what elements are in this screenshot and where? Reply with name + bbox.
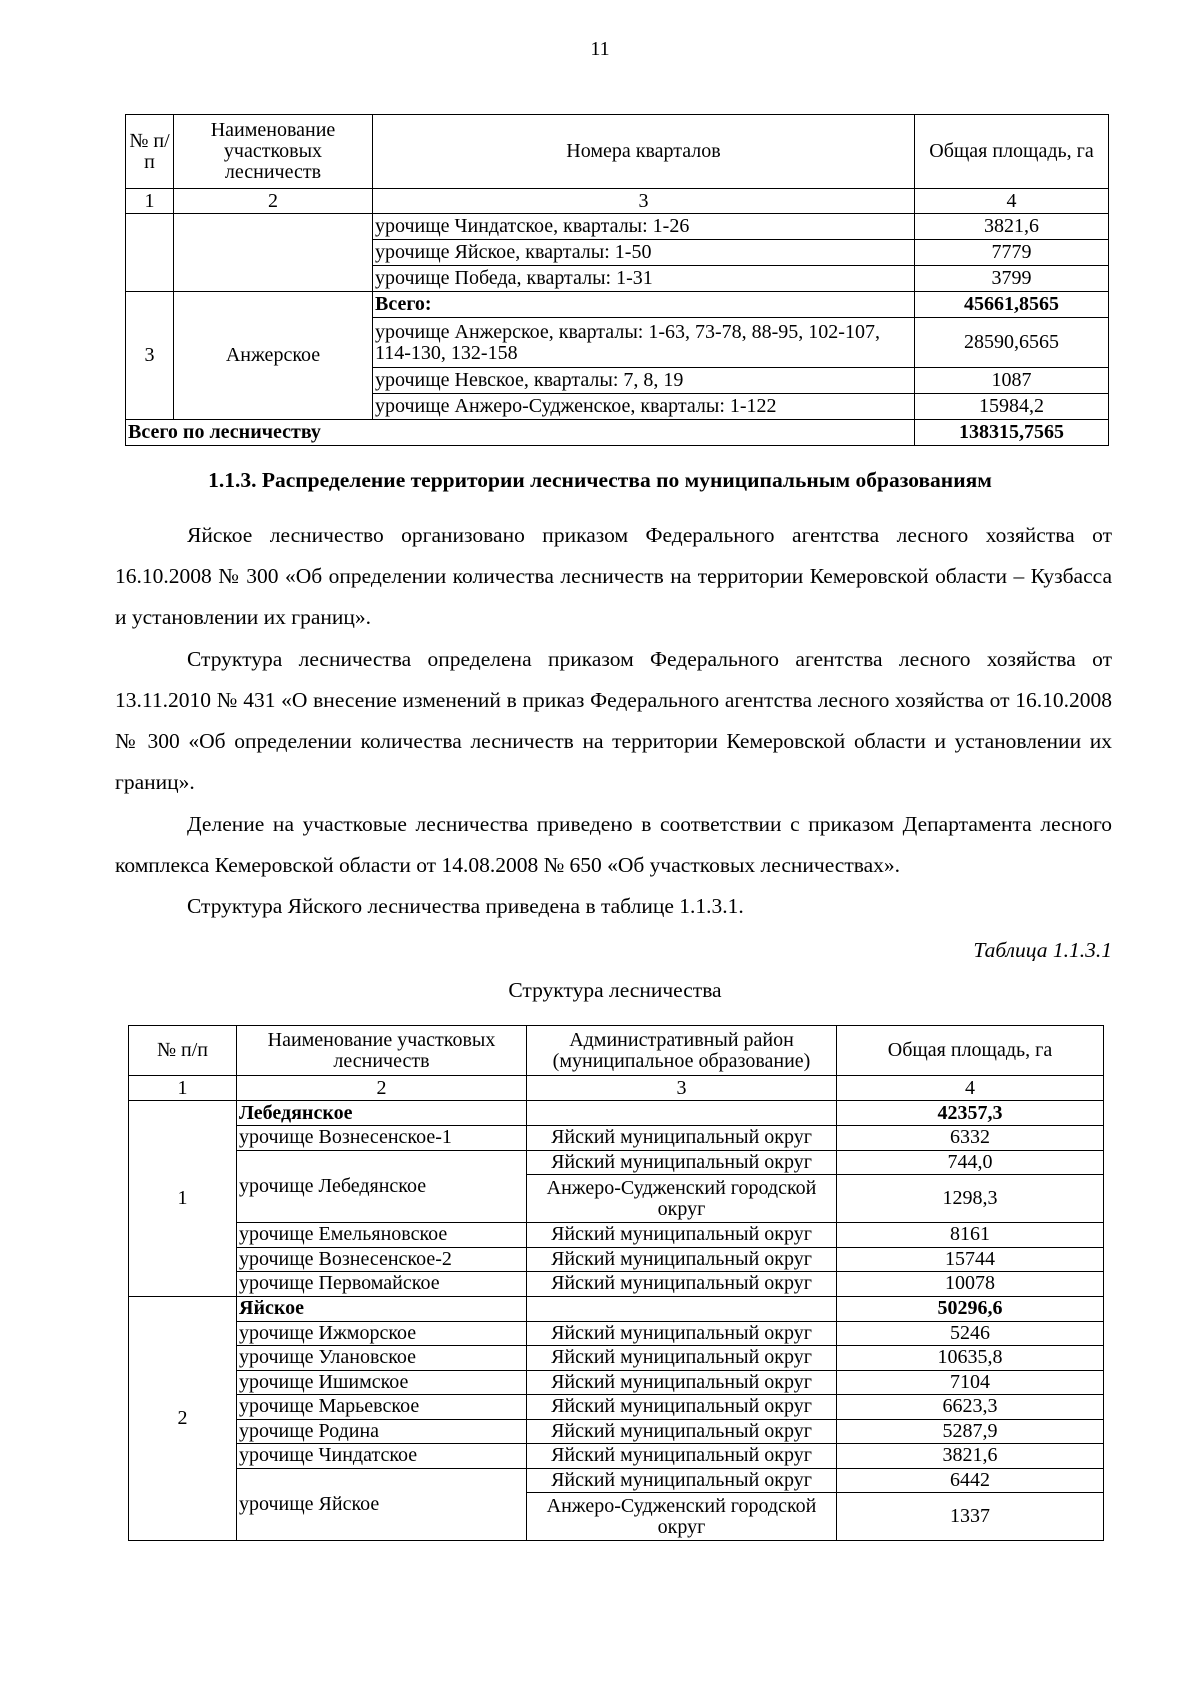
group-title: Яйское	[237, 1296, 527, 1321]
district-cell: Яйский муниципальный округ	[527, 1247, 837, 1272]
group-district-cell	[527, 1296, 837, 1321]
tract-name: урочище Улановское	[237, 1346, 527, 1371]
row-num-cell: 3	[126, 292, 174, 420]
area-cell: 1298,3	[837, 1175, 1104, 1223]
table-number-label: Таблица 1.1.3.1	[973, 938, 1112, 962]
header-num: № п/п	[126, 115, 174, 189]
page-number: 11	[590, 38, 610, 60]
total-row	[126, 420, 1109, 446]
group-total: 50296,6	[837, 1296, 1104, 1321]
area-cell: 3799	[915, 266, 1109, 292]
row-name-cell	[174, 214, 373, 292]
colnum-2: 2	[174, 189, 373, 214]
colnum-2: 2	[237, 1076, 527, 1101]
district-cell: Анжеро-Судженский городской округ	[527, 1175, 837, 1223]
district-cell: Яйский муниципальный округ	[527, 1223, 837, 1248]
table-row	[129, 1126, 1104, 1151]
row-num-cell	[126, 214, 174, 292]
area-cell: 6332	[837, 1126, 1104, 1151]
area-cell: 7104	[837, 1370, 1104, 1395]
header-area: Общая площадь, га	[837, 1026, 1104, 1076]
header-district: Административный район (муниципальное образование)	[527, 1026, 837, 1076]
paragraph-text: Структура лесничества определена приказом Федерального агентства лесного хозяйства от 13.11.2010 № 431 «О внесение изменений в приказ Федерального агентства лесного хозяйства от 16.10.2008 № 300 «Об определении количества лесничеств на территории Кемеровской области и установлении их границ».	[115, 647, 1112, 794]
group-number: 2	[129, 1296, 237, 1541]
subtotal-label: Всего:	[373, 292, 915, 318]
area-cell: 28590,6565	[915, 318, 1109, 368]
district-cell: Анжеро-Судженский городской округ	[527, 1493, 837, 1541]
forestry-quarters-table	[125, 114, 1109, 446]
table-row	[126, 292, 1109, 318]
area-cell: 7779	[915, 240, 1109, 266]
section-heading: 1.1.3. Распределение территории лесничества по муниципальным образованиям	[208, 468, 992, 492]
tract-name: урочище Ишимское	[237, 1370, 527, 1395]
area-cell: 5287,9	[837, 1419, 1104, 1444]
table-row	[129, 1346, 1104, 1371]
paragraph	[115, 804, 1112, 886]
colnum-3: 3	[373, 189, 915, 214]
header-name: Наименование участковых лесничеств	[237, 1026, 527, 1076]
header-quarters: Номера кварталов	[373, 115, 915, 189]
structure-table-body	[129, 1101, 1104, 1541]
table-row	[129, 1468, 1104, 1493]
table-row	[129, 1444, 1104, 1469]
area-cell: 1337	[837, 1493, 1104, 1541]
tract-name: урочище Родина	[237, 1419, 527, 1444]
area-cell: 5246	[837, 1321, 1104, 1346]
quarters-cell: урочище Яйское, кварталы: 1-50	[373, 240, 915, 266]
tract-name: урочище Марьевское	[237, 1395, 527, 1420]
row-name-cell: Анжерское	[174, 292, 373, 420]
quarters-cell: урочище Анжеро-Судженское, кварталы: 1-122	[373, 394, 915, 420]
district-cell: Яйский муниципальный округ	[527, 1346, 837, 1371]
area-cell: 1087	[915, 368, 1109, 394]
tract-name: урочище Емельяновское	[237, 1223, 527, 1248]
district-cell: Яйский муниципальный округ	[527, 1321, 837, 1346]
district-cell: Яйский муниципальный округ	[527, 1444, 837, 1469]
table-row	[129, 1370, 1104, 1395]
area-cell: 10635,8	[837, 1346, 1104, 1371]
tract-name: урочище Первомайское	[237, 1272, 527, 1297]
total-label: Всего по лесничеству	[126, 420, 915, 446]
district-cell: Яйский муниципальный округ	[527, 1272, 837, 1297]
table-row	[129, 1150, 1104, 1175]
quarters-cell: урочище Чиндатское, кварталы: 1-26	[373, 214, 915, 240]
tract-name: урочище Вознесенское-1	[237, 1126, 527, 1151]
table-title: Структура лесничества	[508, 978, 722, 1002]
area-cell: 744,0	[837, 1150, 1104, 1175]
table-row	[129, 1321, 1104, 1346]
quarters-cell: урочище Победа, кварталы: 1-31	[373, 266, 915, 292]
area-cell: 8161	[837, 1223, 1104, 1248]
paragraph	[115, 515, 1112, 638]
district-cell: Яйский муниципальный округ	[527, 1419, 837, 1444]
paragraph-text: Структура Яйского лесничества приведена в таблице 1.1.3.1.	[187, 894, 744, 918]
table-row	[129, 1223, 1104, 1248]
table-row	[129, 1395, 1104, 1420]
group-row	[129, 1296, 1104, 1321]
quarters-cell: урочище Невское, кварталы: 7, 8, 19	[373, 368, 915, 394]
subtotal-value: 45661,8565	[915, 292, 1109, 318]
area-cell: 6442	[837, 1468, 1104, 1493]
group-district-cell	[527, 1101, 837, 1126]
area-cell: 15744	[837, 1247, 1104, 1272]
tract-name: урочище Вознесенское-2	[237, 1247, 527, 1272]
table-row	[129, 1272, 1104, 1297]
paragraph-text: Деление на участковые лесничества приведено в соответствии с приказом Департамента лесного комплекса Кемеровской области от 14.08.2008 № 650 «Об участковых лесничествах».	[115, 812, 1112, 877]
tract-name: урочище Яйское	[237, 1468, 527, 1541]
header-area: Общая площадь, га	[915, 115, 1109, 189]
area-cell: 6623,3	[837, 1395, 1104, 1420]
total-value: 138315,7565	[915, 420, 1109, 446]
colnum-4: 4	[837, 1076, 1104, 1101]
colnum-4: 4	[915, 189, 1109, 214]
area-cell: 3821,6	[915, 214, 1109, 240]
table-row	[129, 1419, 1104, 1444]
forestry-structure-table	[128, 1025, 1104, 1541]
area-cell: 3821,6	[837, 1444, 1104, 1469]
paragraph	[115, 639, 1112, 803]
district-cell: Яйский муниципальный округ	[527, 1395, 837, 1420]
district-cell: Яйский муниципальный округ	[527, 1126, 837, 1151]
area-cell: 10078	[837, 1272, 1104, 1297]
paragraph	[115, 886, 1112, 927]
tract-name: урочище Чиндатское	[237, 1444, 527, 1469]
header-num: № п/п	[129, 1026, 237, 1076]
group-row	[129, 1101, 1104, 1126]
quarters-cell: урочище Анжерское, кварталы: 1-63, 73-78, 88-95, 102-107, 114-130, 132-158	[373, 318, 915, 368]
colnum-1: 1	[126, 189, 174, 214]
paragraph-text: Яйское лесничество организовано приказом Федерального агентства лесного хозяйства от 16.10.2008 № 300 «Об определении количества лесничеств на территории Кемеровской области – Кузбасса и установлении их границ».	[115, 523, 1112, 629]
colnum-1: 1	[129, 1076, 237, 1101]
table-row	[129, 1247, 1104, 1272]
district-cell: Яйский муниципальный округ	[527, 1468, 837, 1493]
group-number: 1	[129, 1101, 237, 1297]
area-cell: 15984,2	[915, 394, 1109, 420]
group-title: Лебедянское	[237, 1101, 527, 1126]
district-cell: Яйский муниципальный округ	[527, 1370, 837, 1395]
header-name: Наименование участковых лесничеств	[174, 115, 373, 189]
district-cell: Яйский муниципальный округ	[527, 1150, 837, 1175]
tract-name: урочище Лебедянское	[237, 1150, 527, 1223]
tract-name: урочище Ижморское	[237, 1321, 527, 1346]
group-total: 42357,3	[837, 1101, 1104, 1126]
colnum-3: 3	[527, 1076, 837, 1101]
table-row	[126, 214, 1109, 240]
